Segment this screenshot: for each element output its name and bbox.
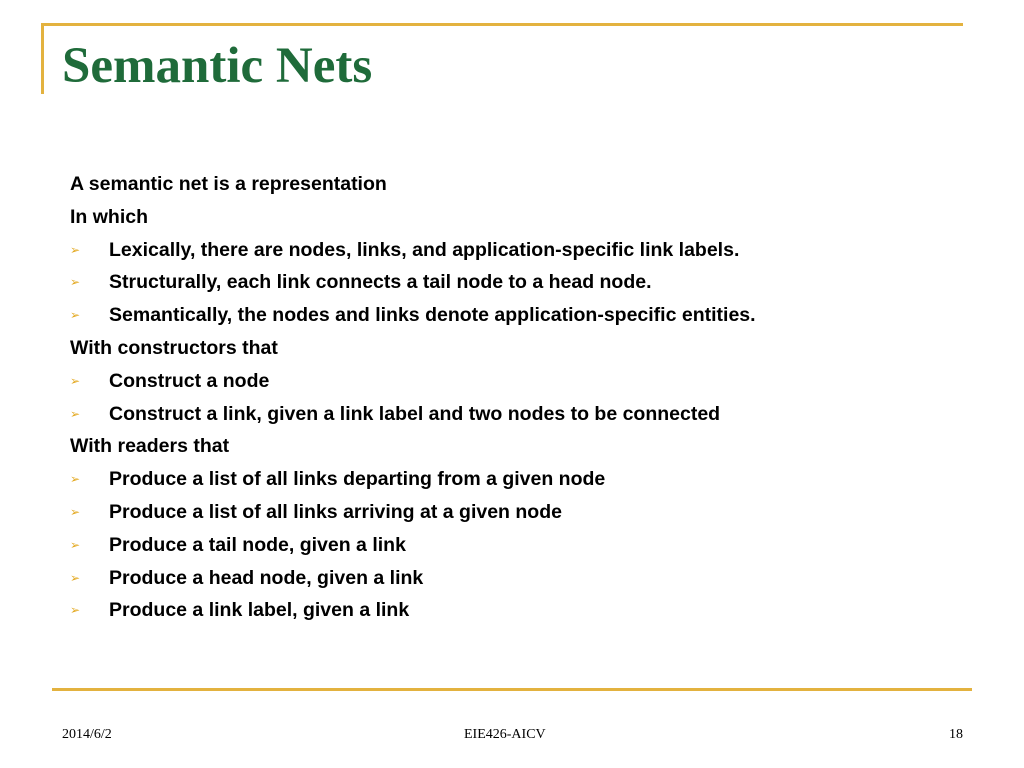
bullet-item (70, 496, 970, 529)
body-line: With readers that (70, 435, 230, 458)
frame-left-rule (41, 23, 44, 94)
arrowhead-bullet-icon: ➢ (70, 603, 81, 618)
body-line: With constructors that (70, 336, 278, 359)
bullet-text: Produce a head node, given a link (109, 566, 424, 589)
footer-course-code: EIE426-AICV (464, 727, 546, 742)
bullet-item (70, 234, 970, 267)
bullet-text: Lexically, there are nodes, links, and application-specific link labels. (109, 238, 740, 261)
arrowhead-bullet-icon: ➢ (70, 537, 81, 552)
page-number: 18 (949, 727, 963, 742)
body-line: In which (70, 205, 148, 228)
frame-top-rule (43, 23, 963, 26)
bullet-text: Construct a link, given a link label and two nodes to be connected (109, 402, 721, 425)
body-line: A semantic net is a representation (70, 173, 387, 195)
bullet-text: Structurally, each link connects a tail node to a head node. (109, 271, 652, 294)
arrowhead-bullet-icon: ➢ (70, 472, 81, 487)
arrowhead-bullet-icon: ➢ (70, 406, 81, 421)
bullet-item (70, 398, 970, 431)
bullet-text: Semantically, the nodes and links denote application-specific entities. (109, 304, 756, 327)
arrowhead-bullet-icon: ➢ (70, 373, 81, 388)
arrowhead-bullet-icon: ➢ (70, 308, 81, 323)
arrowhead-bullet-icon: ➢ (70, 570, 81, 585)
slide-body (70, 168, 970, 627)
footer-date: 2014/6/2 (62, 727, 112, 742)
bullet-text: Produce a list of all links departing from a given node (109, 468, 606, 491)
bullet-text: Produce a list of all links arriving at a given node (109, 500, 562, 523)
bullet-item (70, 562, 970, 595)
bullet-item (70, 529, 970, 562)
footer-rule (52, 688, 972, 691)
bullet-text: Construct a node (109, 369, 270, 392)
arrowhead-bullet-icon: ➢ (70, 242, 81, 257)
bullet-item (70, 463, 970, 496)
arrowhead-bullet-icon: ➢ (70, 504, 81, 519)
bullet-item (70, 266, 970, 299)
bullet-item (70, 299, 970, 332)
arrowhead-bullet-icon: ➢ (70, 275, 81, 290)
bullet-item (70, 594, 970, 627)
bullet-item (70, 365, 970, 398)
bullet-text: Produce a tail node, given a link (109, 533, 406, 556)
slide-title: Semantic Nets (62, 38, 373, 94)
bullet-text: Produce a link label, given a link (109, 599, 410, 622)
